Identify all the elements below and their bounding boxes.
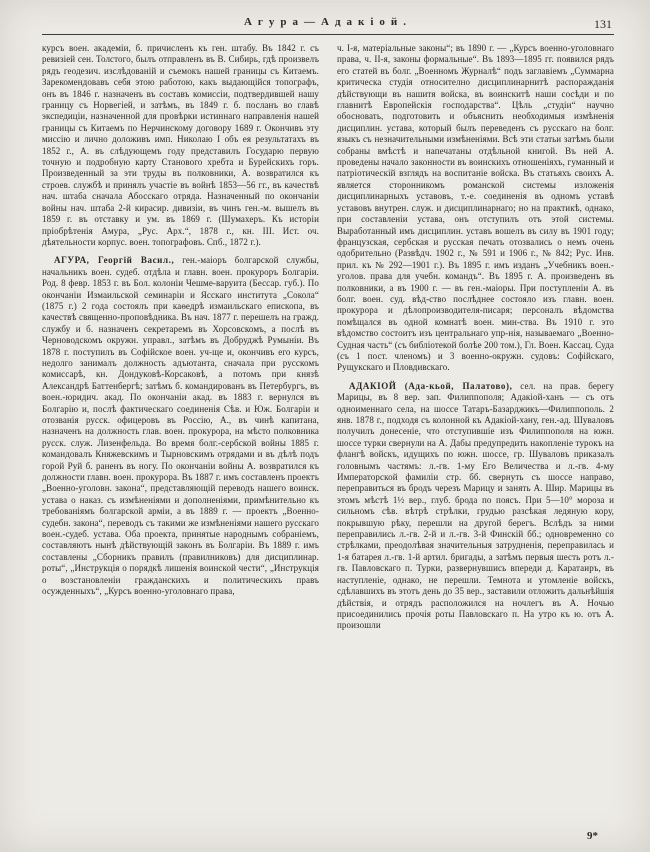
running-head — [42, 16, 614, 32]
entry-headword: АДАКІОЙ (Ада-кьой, Палатово), — [349, 380, 513, 391]
text-columns — [42, 43, 614, 632]
dictionary-entry: АГУРА, Георгій Васил., ген.-маіоръ болгарской службы, начальникъ воен. судеб. отдѣла и главн. воен. прокуроръ Болгаріи. Род. 8 февр. 1853 г. въ Бол. колоніи Чешме-варуита (Бессар. губ.). По окончаніи Измаильской семинаріи и Ясскаго института „Сокола“ (1875 г.) 2 года состоялъ при каѳедрѣ измаильскаго епископа, въ качествѣ священно-проповѣдника. Въ нач. 1877 г. перешелъ на гражд. службу и б. назначенъ секретаремъ въ Хорсовскомъ, а послѣ въ Черноводскомъ окружн. управл., затѣмъ въ Добруджѣ Румыніи. Въ 1878 г. поступилъ въ Софійское воен. уч-ще и, окончивъ его курсъ, недолго занималъ должность адъютанта, сначала при русскомъ комиссарѣ, кн. Дондуковѣ-Корсаковѣ, а потомъ при князѣ Александрѣ Баттенбергѣ; затѣмъ б. командированъ въ Петербургъ, въ воен.-юридич. акад. По окончаніи акад. въ 1883 г. вернулся въ Болгарію и, послѣ фактическаго соединенія Сѣв. и Юж. Болгаріи и отозванія русск. офицеровъ въ Россію, А., въ чинѣ капитана, назначенъ на должность глав. воен. прокурора, на мѣсто полковника русск. служ. Лизенфельда. Во время болг.-сербской войны 1885 г. командовалъ Княжевскимъ и Тырновскимъ отрядами и въ дѣлѣ подъ горой Руй б. раненъ въ ногу. По окончаніи войны А. возвратился къ должности главн. воен. прокурора. Въ 1887 г. имъ составленъ проектъ „Военно-уголовн. закона“, представляющій переводъ нашего воинск. устава о наказ. съ измѣненіями и дополненіями, примѣнительно къ требованіямъ болгарской арміи, а въ 1889 г. — проектъ „Военно-судебн. закона“, переводъ съ такими же измѣненіями нашего русскаго воен.-судеб. устава. Оба проекта, принятые народнымъ собраніемъ, составляютъ нынѣ дѣйствующій законъ въ Болгаріи. Въ 1889 г. имъ составлены „Сборникъ правилъ (правилниковъ) для дисциплинар. роты“, „Инструкція о порядкѣ лишенія воинской чести“, „Инструкція о возстановленіи гражданскихъ и политическихъ правъ осужденныхъ“, „Курсъ военно-уголовнаго права, — [42, 255, 319, 597]
page-number: 131 — [594, 17, 612, 31]
dictionary-entry: АДАКІОЙ (Ада-кьой, Палатово), сел. на прав. берегу Марицы, въ 8 вер. зап. Филиппополя; Адакіой-ханъ — съ отъ одноименнаго села, на шоссе Татаръ-Базарджикъ—Филиппополь. 2 янв. 1878 г., подходя съ колонной къ Адакіой-хану, ген.-ад. Шуваловъ получилъ донесеніе, что отступившіе изъ Филиппополя на южн. шоссе турки свернули на А. Дабы предупредить накопленіе турокъ на флангѣ войскъ, идущихъ по южн. шоссе, гр. Шуваловъ приказалъ головнымъ частямъ: л.-гв. 1-му Его Величества и л.-гв. 4-му Императорской фамиліи стр. бб. свернуть съ шоссе направо, переправиться въ бродъ черезъ Марицу и занять А. Шир. Марицы въ этомъ мѣстѣ 1½ вер., глуб. брода по поясъ. При 5—10° мороза и сильномъ сѣв. вѣтрѣ стрѣлки, грудью разсѣкая ледяную кору, покрывшую рѣку, перешли на другой берегъ. Вслѣдъ за ними переправились л.-гв. 2-й и л.-гв. 3-й Финскій бб.; одновременно со стрѣлками, преодолѣвая значительныя затрудненія, переправилась и 1-я батарея л.-гв. 1-й артил. бригады, а затѣмъ первыя шесть ротъ л.-гв. Павловскаго п. Турки, развернувшись впереди д. Каратаиръ, въ наступленіе, однако, не перешли. Темнота и утомленіе войскъ, сдѣлавшихъ въ этотъ день до 35 вер., заставили отложить дальнѣйшія дѣйствія, и отрядъ расположился на ночлегъ въ А. Ночью присоединились прочія роты Павловскаго п. На утро къ ю. отъ А. произошли — [337, 380, 614, 631]
entry-headword: АГУРА, Георгій Васил., — [54, 255, 175, 266]
header-rule — [42, 34, 614, 35]
left-column — [42, 43, 319, 632]
text-paragraph: ч. І-я, матеріальные законы“; въ 1890 г. — „Курсъ военно-уголовнаго права, ч. ІІ-я, законы формальные“. Въ 1893—1895 гг. появился рядъ его статей въ болг. „Военномъ Журналѣ“ подъ заглавіемъ „Суммарна критическа студія относително дисциплинарнитѣ распоражданія дѣйствующи въ нашитя войска, въ воинскитѣ наши сосѣди и по главнитѣ Европейскія господарства“. Цѣль „студіи“ научно обосновать, подготовить и объяснить необходимыя измѣненія дисциплин. устава, который былъ переведенъ съ русскаго на болг. языкъ съ незначительными измѣненіями. Всѣ эти статьи затѣмъ были собраны вмѣстѣ и напечатаны отдѣльной книгой. Въ ней А. проведены начало законности въ воинскихъ отношеніяхъ, гуманный и патріотическій взглядъ на воспитаніе войска. Въ статьяхъ своихъ А. является сторонникомъ романской системы изложенія дисциплинарныхъ уставовъ, т.-е. соединенія въ одномъ уставѣ уставовъ внутрен. служ. и дисциплинарнаго; но на практикѣ, однако, при составленіи устава, онъ отступилъ отъ этой системы. Выработанный имъ дисциплин. уставъ вошелъ въ силу въ 1901 году; французская, сербская и русская печать отозвались о немъ очень одобрительно (Развѣдч. 1902 г., № 591 и 1906 г., № 842; Рус. Инв. прил. къ № 292—1901 г.). Въ 1895 г. имъ изданъ „Учебникъ воен.-уголов. права для учебн. командъ“. Въ 1895 г. А. произведенъ въ полковники, а въ 1900 г. — въ ген.-маіоры. При поступленіи А. въ болг. воен. суд. вѣд-ство послѣднее состояло изъ главн. воен. прокурора и дѣлопроизводителя-писаря; персоналъ вѣдомства помѣщался въ одной комнатѣ воен. мин-ства. Въ 1910 г. это вѣдомство состоитъ изъ центральнаго упр-нія, называемаго „Военно-Судная часть“ (съ библіотекой болѣе 200 том.), Гл. Воен. Кассац. Суда (съ 1 пост. членомъ) и 3 военно-окружн. судовъ: Софійскаго, Рущукскаго и Пловдивскаго. — [337, 43, 614, 373]
text-paragraph: курсъ воен. академіи, б. причисленъ къ ген. штабу. Въ 1842 г. съ ревизіей сен. Толстого, былъ отправленъ въ В. Сибирь, гдѣ произвелъ рядъ геодезич. изслѣдованій и съемокъ нашей границы съ Китаемъ. Зарекомендовавъ себя этою работою, какъ выдающійся топографъ, онъ въ 1846 г. назначенъ въ составъ комиссіи, подтвердившей нашу границу съ Норвегіей, и затѣмъ, въ 1849 г. б. посланъ во главѣ экспедиціи, назначенной для провѣрки истиннаго направленія нашей границы съ Китаемъ по Нерчинскому договору 1689 г. Окончивъ эту миссію и лично доложивъ имп. Николаю I объ ея результатахъ въ 1852 г., А. въ слѣдующемъ году представилъ Государю первую точную и подробную карту Станового хребта и Бурейскихъ горъ. Произведенный за эти труды въ полковники, А. возвратился къ строев. службѣ и принялъ участіе въ войнѣ 1853—56 гг., въ качествѣ нач. штаба сначала Абосскаго отряда. Назначенный по окончаніи войны нач. штаба 2-й кирасир. дивизіи, въ чинъ ген.-м. вышелъ въ 1859 г. въ отставку и ум. въ 1869 г. (Шумахеръ. Къ исторіи пріобрѣтенія Амура, „Рус. Арх.“, 1878 г., кн. III. Ист. оч. дѣятельности корпус. воен. топографовъ. Спб., 1872 г.). — [42, 43, 319, 247]
right-column — [337, 43, 614, 632]
signature-mark: 9* — [587, 830, 598, 842]
page-title: Агура—Адакіой. — [243, 16, 413, 28]
